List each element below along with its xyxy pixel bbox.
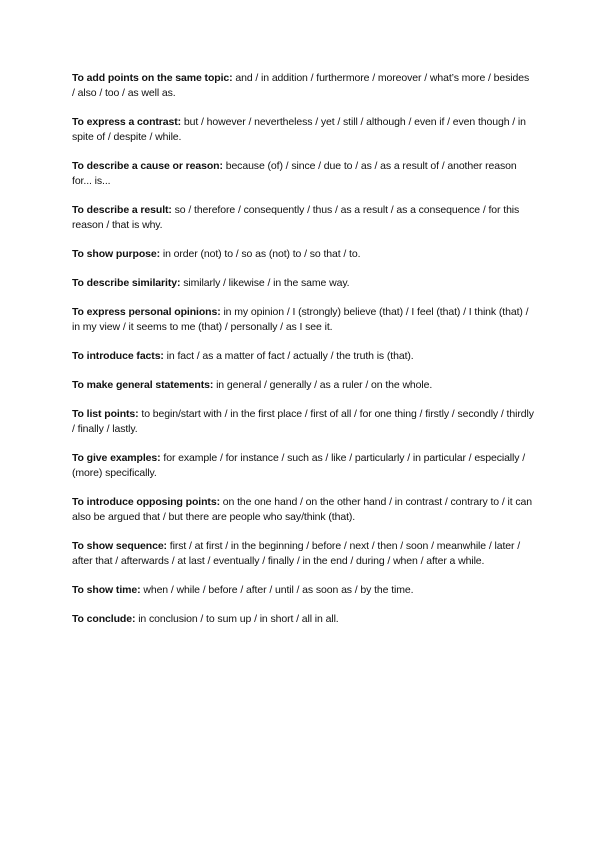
entry-heading: To describe a result: [72, 204, 172, 216]
entry-heading: To describe a cause or reason: [72, 160, 223, 172]
entry-examples [72, 451, 534, 481]
entry-text: and / in addition / furthermore / moreover / what’s more / besides / also / too / as well as. [72, 72, 530, 99]
entry-conclude [72, 612, 534, 627]
entry-heading: To make general statements: [72, 379, 214, 391]
entry-heading: To add points on the same topic: [72, 72, 233, 84]
entry-heading: To show purpose: [72, 248, 161, 260]
entry-heading: To show time: [72, 584, 141, 596]
entry-text: for example / for instance / such as / like / particularly / in particular / especially / (more) specifically. [72, 452, 526, 479]
entry-text: in general / generally / as a ruler / on the whole. [216, 379, 433, 391]
entry-text: to begin/start with / in the first place / first of all / for one thing / firstly / secondly / thirdly / finally / lastly. [72, 408, 534, 435]
entry-opposing-points [72, 495, 534, 525]
entry-text: because (of) / since / due to / as / as a result of / another reason for... is... [72, 160, 517, 187]
entry-cause-reason [72, 159, 534, 189]
entry-heading: To describe similarity: [72, 277, 181, 289]
entry-heading: To express personal opinions: [72, 306, 221, 318]
entry-heading: To give examples: [72, 452, 161, 464]
entry-sequence [72, 539, 534, 569]
linking-words-list [72, 71, 534, 641]
entry-text: on the one hand / on the other hand / in contrast / contrary to / it can also be argued that / but there are people who say/think (that). [72, 496, 532, 523]
entry-text: in fact / as a matter of fact / actually / the truth is (that). [166, 350, 414, 362]
entry-text: but / however / nevertheless / yet / still / although / even if / even though / in spite of / despite / while. [72, 116, 526, 143]
entry-list-points [72, 407, 534, 437]
entry-opinions [72, 305, 534, 335]
entry-result [72, 203, 534, 233]
entry-time [72, 583, 534, 598]
entry-add-points [72, 71, 534, 101]
entry-text: in conclusion / to sum up / in short / all in all. [138, 613, 339, 625]
entry-heading: To show sequence: [72, 540, 167, 552]
entry-text: similarly / likewise / in the same way. [183, 277, 350, 289]
entry-text: in my opinion / I (strongly) believe (that) / I feel (that) / I think (that) / in my view / it seems to me (that) / personally / as I see it. [72, 306, 529, 333]
entry-heading: To introduce facts: [72, 350, 164, 362]
entry-general-statements [72, 378, 534, 393]
entry-heading: To list points: [72, 408, 139, 420]
entry-contrast [72, 115, 534, 145]
entry-text: so / therefore / consequently / thus / as a result / as a consequence / for this reason / that is why. [72, 204, 520, 231]
entry-text: in order (not) to / so as (not) to / so that / to. [162, 248, 361, 260]
entry-text: when / while / before / after / until / as soon as / by the time. [143, 584, 414, 596]
entry-heading: To conclude: [72, 613, 136, 625]
entry-text: first / at first / in the beginning / before / next / then / soon / meanwhile / later / after that / afterwards / at last / eventually / finally / in the end / during / when / after a while. [72, 540, 521, 567]
entry-heading: To introduce opposing points: [72, 496, 220, 508]
entry-similarity [72, 276, 534, 291]
entry-heading: To express a contrast: [72, 116, 182, 128]
entry-facts [72, 349, 534, 364]
entry-purpose [72, 247, 534, 262]
